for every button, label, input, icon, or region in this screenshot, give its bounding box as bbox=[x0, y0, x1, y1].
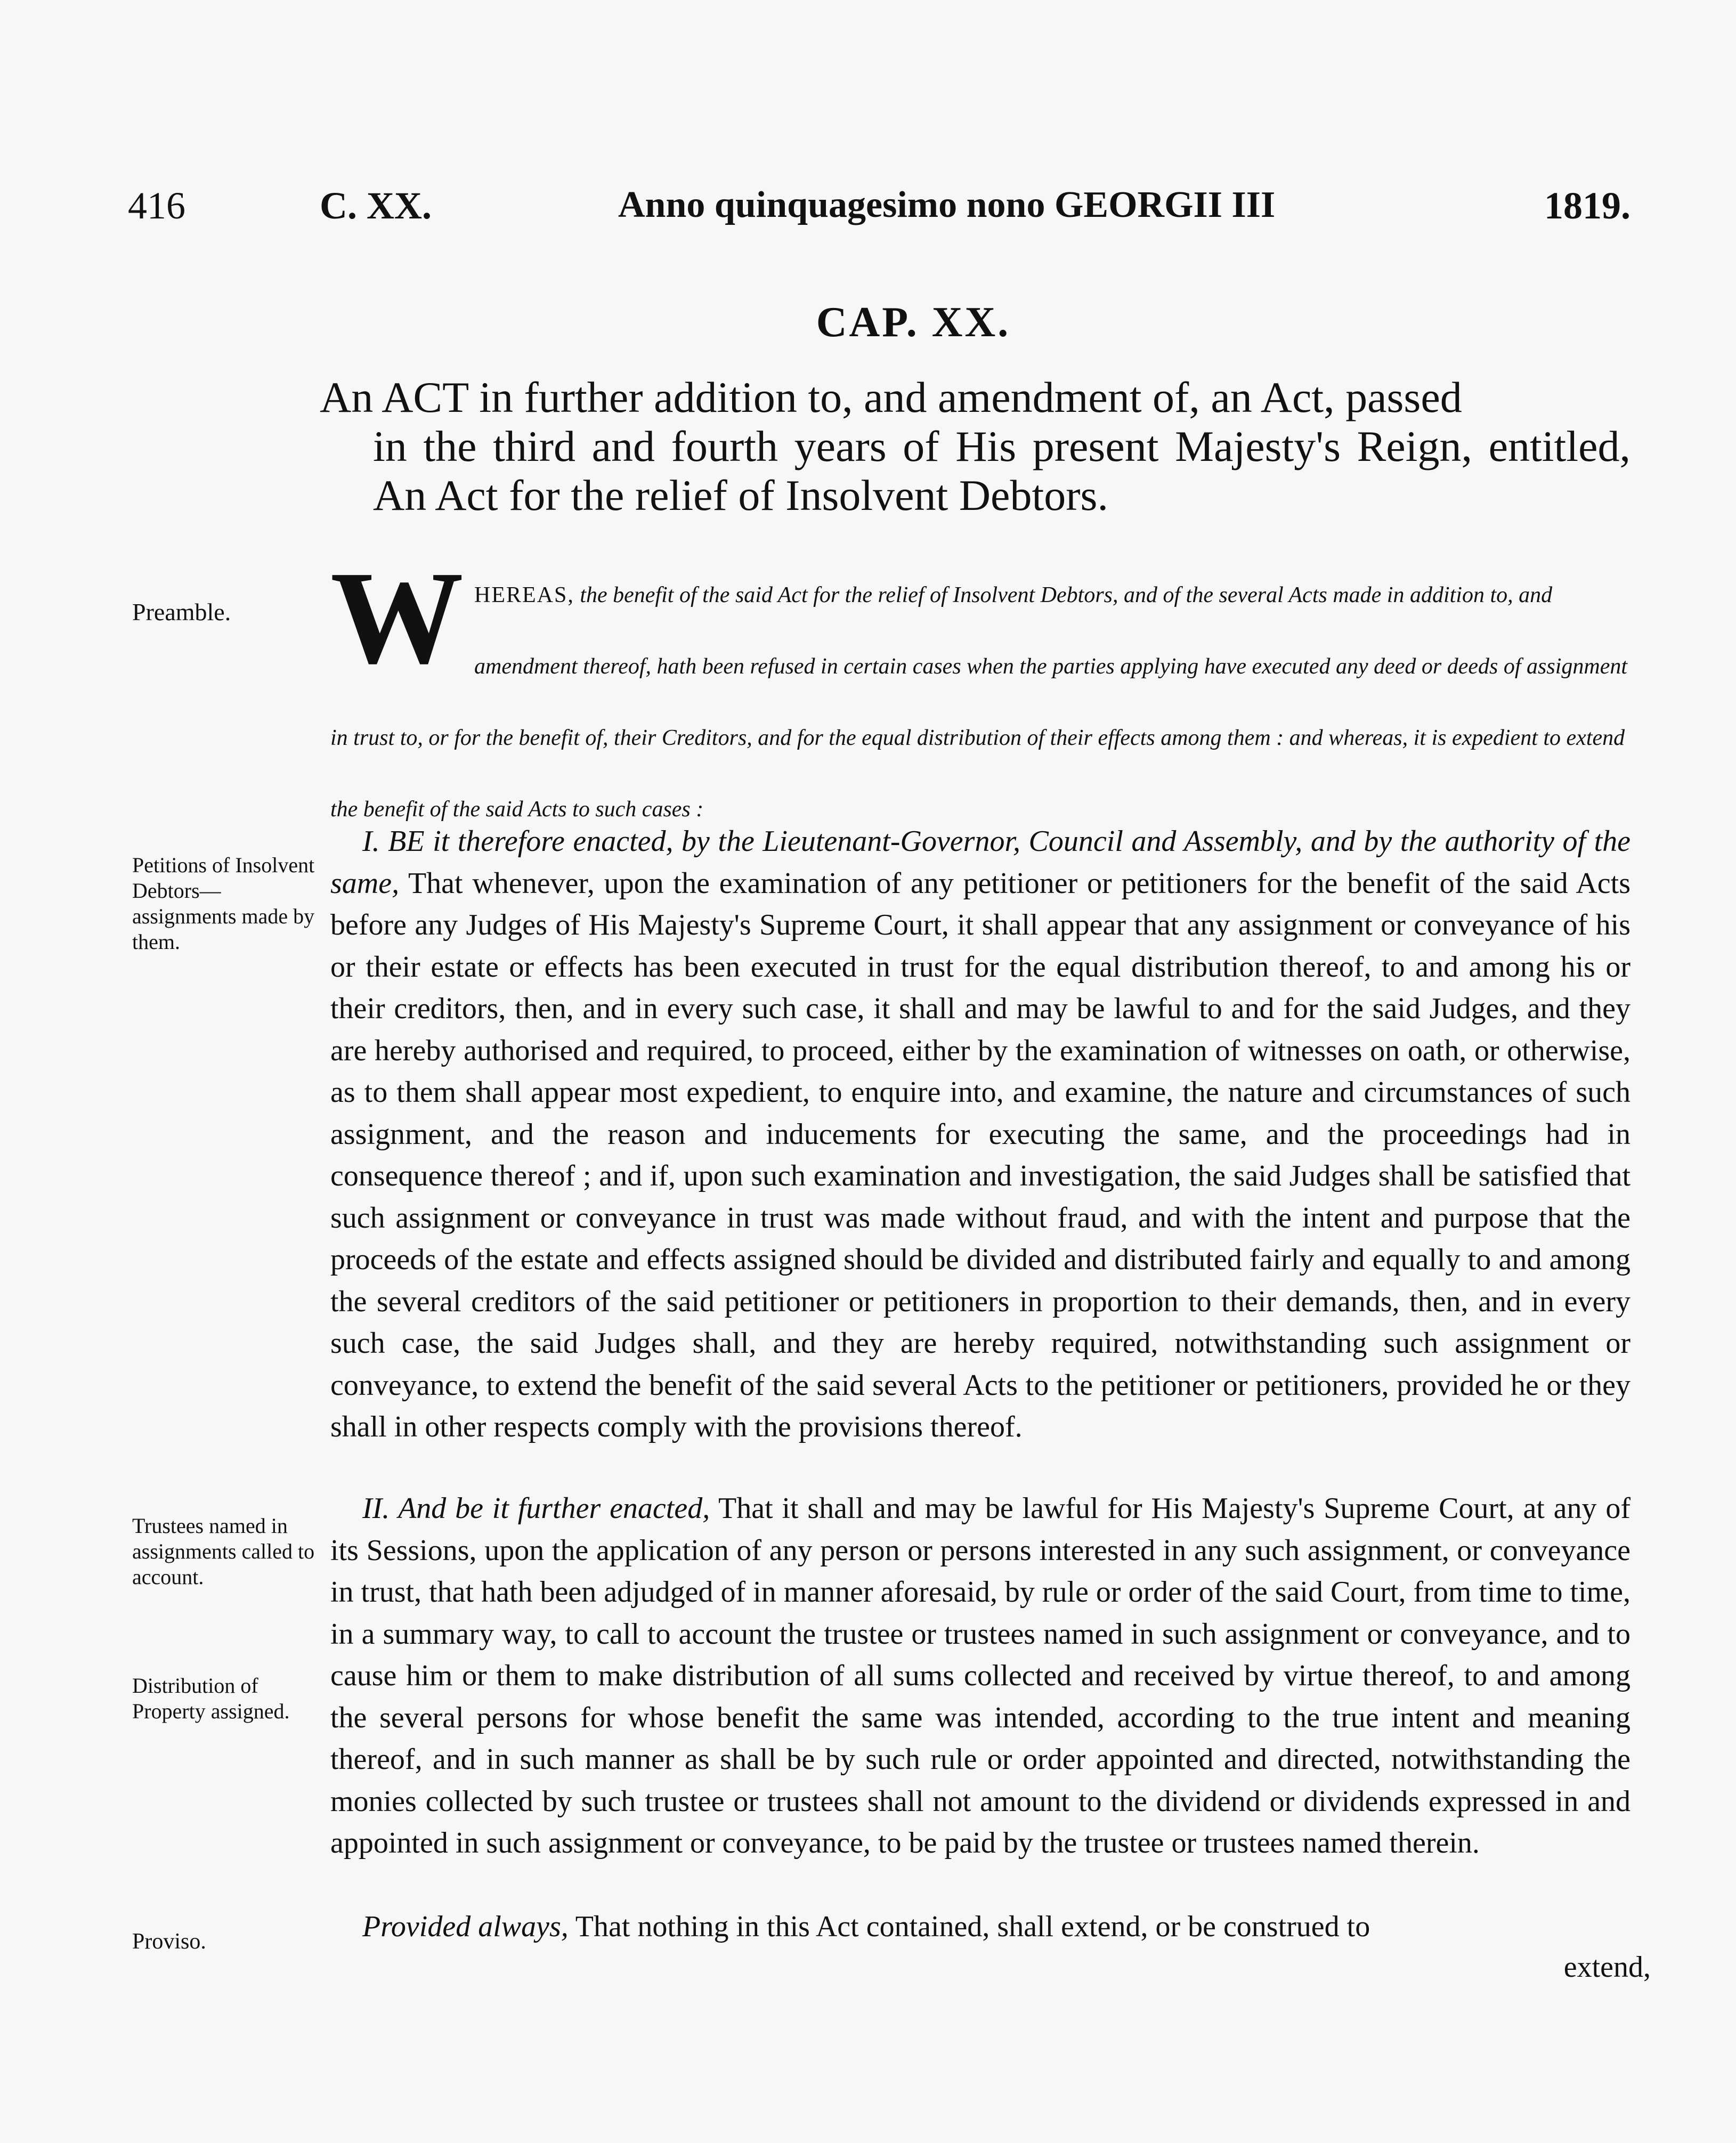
running-header bbox=[128, 184, 1630, 248]
margin-note-petitions: Petitions of Insolvent Debtors—assignments made by them. bbox=[132, 853, 315, 954]
margin-note-distribution: Distribution of Property assigned. bbox=[132, 1674, 290, 1723]
proviso-lead: Provided always, bbox=[362, 1910, 569, 1943]
act-title-line1: An ACT in further addition to, and amendment of, an Act, passed bbox=[320, 373, 1462, 421]
margin-note-preamble: Preamble. bbox=[132, 598, 231, 626]
preamble-text: the benefit of the said Act for the relief of Insolvent Debtors, and of the several Acts made in addition to, and amendment thereof, hath been refused in certain cases when the parties applying have executed any deed or deeds of assignment in trust to, or for the benefit of, their Creditors, and for the equal distribution of their effects among them : and whereas, it is expedient to extend the benefit of the said Acts to such cases : bbox=[330, 583, 1628, 822]
act-title bbox=[320, 373, 1630, 520]
drop-cap: W bbox=[330, 544, 464, 692]
chapter-title: CAP. XX. bbox=[816, 299, 1011, 346]
act-title-rest: in the third and fourth years of His present Majesty's Reign, entitled, An Act for the relief of Insolvent Debtors. bbox=[373, 422, 1630, 519]
regnal-year-heading: Anno quinquagesimo nono GEORGII III bbox=[618, 184, 1276, 225]
section-2-lead: II. And be it further enacted, bbox=[362, 1492, 710, 1525]
page-number: 416 bbox=[128, 184, 185, 227]
section-1-text: That whenever, upon the examination of any petitioner or petitioners for the benefit of the said Acts before any Judges of His Majesty's Supreme Court, it shall appear that any assignment or conveyance of his or their estate or effects has been executed in trust for the equal distribution thereof, to and among his or their creditors, then, and in every such case, it shall and may be lawful to and for the said Judges, and they are hereby authorised and required, to proceed, either by the examination of witnesses on oath, or otherwise, as to them shall appear most expedient, to enquire into, and examine, the nature and circumstances of such assignment, and the reason and inducements for executing the same, and the proceedings had in consequence thereof ; and if, upon such examination and investigation, the said Judges shall be satisfied that such assignment or conveyance in trust was made without fraud, and with the intent and purpose that the proceeds of the estate and effects assigned should be divided and distributed fairly and equally to and among the several creditors of the said petitioner or petitioners in proportion to their demands, then, and in every such case, the said Judges shall, and they are hereby required, notwithstanding such assignment or conveyance, to extend the benefit of the said several Acts to the petitioner or petitioners, provided he or they shall in other respects comply with the provisions thereof. bbox=[330, 866, 1630, 1443]
chapter-reference: C. XX. bbox=[320, 184, 432, 227]
preamble-paragraph bbox=[330, 544, 1630, 845]
margin-note-proviso: Proviso. bbox=[132, 1929, 206, 1954]
section-2-text: That it shall and may be lawful for His Majesty's Supreme Court, at any of its Sessions, upon the application of any person or persons interested in any such assignment, or conveyance in trust, that hath been adjudged of in manner aforesaid, by rule or order of the said Court, from time to time, in a summary way, to call to account the trustee or trustees named in such assignment or conveyance, and to cause him or them to make distribution of all sums collected and received by virtue thereof, to and among the several persons for whose benefit the same was intended, according to the true intent and meaning thereof, and in such manner as shall be by such rule or order appointed and directed, notwithstanding the monies collected by such trustee or trustees shall not amount to the dividend or dividends expressed in and appointed in such assignment or conveyance, to be paid by the trustee or trustees named therein. bbox=[330, 1492, 1630, 1860]
section-2 bbox=[330, 1488, 1630, 1864]
catchword: extend, bbox=[1563, 1951, 1651, 1984]
year-label: 1819. bbox=[1544, 184, 1630, 227]
preamble-lead: HEREAS, bbox=[474, 583, 574, 607]
proviso-paragraph bbox=[330, 1906, 1630, 1948]
section-1-lead: I. BE it therefore enacted, by the Lieutenant-Governor, Council and Assembly, and by the authority of the same, bbox=[330, 825, 1630, 900]
margin-note-trustees: Trustees named in assignments called to account. bbox=[132, 1514, 315, 1589]
section-1 bbox=[330, 821, 1630, 1448]
proviso-text: That nothing in this Act contained, shall extend, or be construed to bbox=[575, 1910, 1370, 1943]
